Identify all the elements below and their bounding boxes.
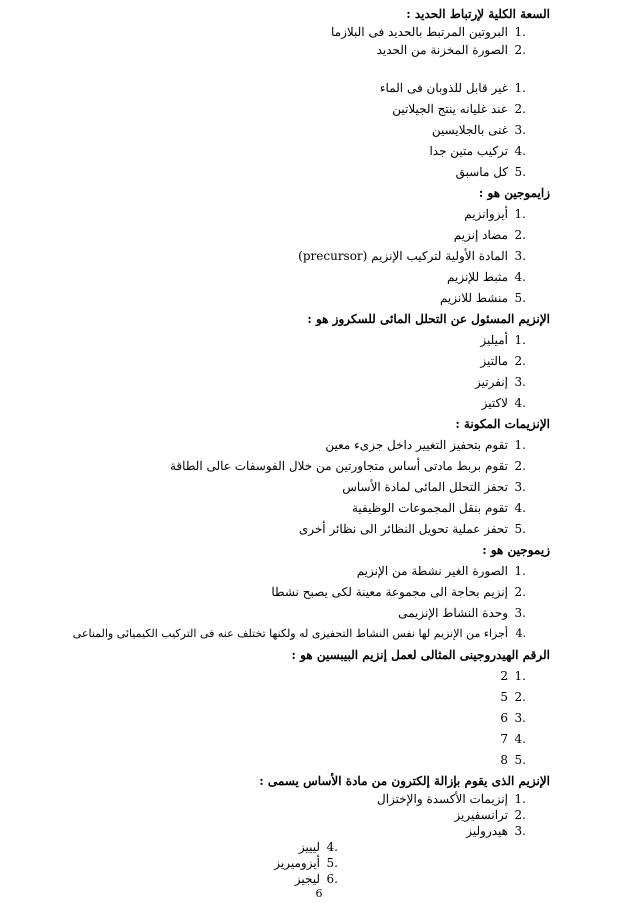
option-number: 4. <box>514 501 526 515</box>
option-text: مضاد إنزيم <box>453 228 508 242</box>
option-text: البروتين المرتبط بالحديد فى البلازما <box>330 25 508 39</box>
option-text: إنزيم بحاجة الى مجموعة معينة لكى يصبح نشطا <box>271 585 508 599</box>
question-3-title: الإنزيمات المكونة : <box>455 417 550 431</box>
question-1-option-5 <box>0 290 526 306</box>
option-text: كل ماسبق <box>455 165 508 179</box>
question-4-option-4 <box>0 626 526 642</box>
question-5-option-4 <box>0 731 526 747</box>
option-text: تحفز التحلل المائى لمادة الأساس <box>342 480 508 494</box>
option-number: 1. <box>514 25 526 39</box>
option-number: 2. <box>514 585 526 599</box>
option-text: إنزيمات الأكسدة والإختزال <box>376 792 508 806</box>
option-number: 6. <box>326 872 338 886</box>
question-7-option-1 <box>0 24 526 40</box>
option-number: 1. <box>514 333 526 347</box>
question-3-option-3 <box>0 479 526 495</box>
option-number: 3. <box>514 375 526 389</box>
question-1-title: زايموجين هو : <box>478 186 550 200</box>
question-6-option-3 <box>0 823 526 839</box>
option-text: 5 <box>500 690 508 704</box>
question-2-option-2 <box>0 353 526 369</box>
question-6-option-6 <box>0 871 338 887</box>
option-number: 5. <box>514 753 526 767</box>
question-3-option-2 <box>0 458 526 474</box>
option-number: 5. <box>514 165 526 179</box>
question-4-option-3 <box>0 605 526 621</box>
option-text: إنفرتيز <box>475 375 508 389</box>
question-1-option-3 <box>0 248 526 264</box>
option-text: تركيب متين جدا <box>429 144 508 158</box>
option-text: أميليز <box>480 333 508 347</box>
question-6-title: الإنزيم الذى يقوم بإزالة إلكترون من مادة الأساس يسمى : <box>259 774 550 788</box>
question-5-title: الرقم الهيدروجينى المثالى لعمل إنزيم البيبسين هو : <box>291 648 550 662</box>
option-number: 2. <box>514 43 526 57</box>
option-number: 5. <box>514 291 526 305</box>
option-number: 2. <box>514 354 526 368</box>
option-text: الصورة المخزنة من الحديد <box>376 43 508 57</box>
question-2-option-3 <box>0 374 526 390</box>
option-number: 1. <box>514 207 526 221</box>
question-1-option-1 <box>0 206 526 222</box>
option-text: منشط للانزيم <box>439 291 508 305</box>
option-number: 1. <box>514 81 526 95</box>
option-text: أجزاء من الإنزيم لها نفس النشاط التحفيزى له ولكنها تختلف عنه فى التركيب الكيميائى والمناعى <box>72 627 508 640</box>
option-number: 4. <box>514 270 526 284</box>
question-4-title: زيموجين هو : <box>482 543 550 557</box>
question-0-option-5 <box>0 164 526 180</box>
option-number: 2. <box>514 690 526 704</box>
option-number: 3. <box>514 123 526 137</box>
option-number: 1. <box>514 792 526 806</box>
option-text: 8 <box>500 753 508 767</box>
option-text: ليييز <box>298 840 320 854</box>
option-number: 4. <box>514 732 526 746</box>
option-text: الصورة الغير نشطة من الإنزيم <box>356 564 508 578</box>
option-text: تقوم بتحفيز التغيير داخل جزىء معين <box>325 438 508 452</box>
question-4-option-1 <box>0 563 526 579</box>
option-text: تقوم بربط مادتى أساس متجاورتين من خلال الفوسفات عالى الطاقة <box>170 459 508 473</box>
question-1-option-2 <box>0 227 526 243</box>
option-number: 4. <box>514 144 526 158</box>
option-number: 3. <box>514 606 526 620</box>
option-text: 2 <box>500 669 508 683</box>
page-number: 6 <box>315 887 323 900</box>
question-3-option-4 <box>0 500 526 516</box>
option-number: 2. <box>514 808 526 822</box>
question-2-option-4 <box>0 395 526 411</box>
question-5-option-2 <box>0 689 526 705</box>
question-4-option-2 <box>0 584 526 600</box>
option-number: 5. <box>326 856 338 870</box>
option-text: المادة الأولية لتركيب الإنزيم (precursor) <box>298 249 508 263</box>
question-0-option-2 <box>0 101 526 117</box>
question-2-option-1 <box>0 332 526 348</box>
question-6-option-2 <box>0 807 526 823</box>
option-number: 4. <box>326 840 338 854</box>
option-number: 3. <box>514 480 526 494</box>
question-0-option-1 <box>0 80 526 96</box>
option-text: مالتيز <box>480 354 508 368</box>
question-3-option-1 <box>0 437 526 453</box>
option-text: مثبط للإنزيم <box>447 270 508 284</box>
option-text: غير قابل للذوبان فى الماء <box>379 81 508 95</box>
option-number: 2. <box>514 228 526 242</box>
option-number: 4. <box>515 627 526 640</box>
option-text: وحدة النشاط الإنزيمى <box>398 606 508 620</box>
question-5-option-1 <box>0 668 526 684</box>
option-number: 3. <box>514 249 526 263</box>
option-number: 2. <box>514 459 526 473</box>
option-text: عند غليانه ينتج الجيلاتين <box>392 102 508 116</box>
question-5-option-3 <box>0 710 526 726</box>
option-number: 3. <box>514 824 526 838</box>
option-text: ليجيز <box>294 872 320 886</box>
option-text: 6 <box>500 711 508 725</box>
option-text: هيدروليز <box>466 824 508 838</box>
question-0-option-4 <box>0 143 526 159</box>
option-text: تحفز عملية تحويل النظائر الى نظائر أخرى <box>298 522 508 536</box>
option-text: غنى بالجلايسين <box>431 123 508 137</box>
question-7-option-2 <box>0 42 526 58</box>
option-number: 2. <box>514 102 526 116</box>
option-text: ترانسفيريز <box>454 808 508 822</box>
option-number: 1. <box>514 564 526 578</box>
question-2-title: الإنزيم المسئول عن التحلل المائى للسكروز هو : <box>307 312 550 326</box>
question-3-option-5 <box>0 521 526 537</box>
option-text: أيزوميريز <box>274 856 320 870</box>
option-number: 5. <box>514 522 526 536</box>
question-7-title: السعة الكلية لإرتباط الحديد : <box>406 7 550 21</box>
option-text: تقوم بنقل المجموعات الوظيفية <box>351 501 508 515</box>
option-text: لاكتيز <box>481 396 508 410</box>
question-6-option-5 <box>0 855 338 871</box>
question-6-option-4 <box>0 839 338 855</box>
question-0-option-3 <box>0 122 526 138</box>
question-5-option-5 <box>0 752 526 768</box>
question-6-option-1 <box>0 791 526 807</box>
option-text: أيزوانزيم <box>464 207 508 221</box>
option-number: 1. <box>514 438 526 452</box>
question-1-option-4 <box>0 269 526 285</box>
option-number: 1. <box>514 669 526 683</box>
option-number: 3. <box>514 711 526 725</box>
option-text: 7 <box>500 732 508 746</box>
option-number: 4. <box>514 396 526 410</box>
